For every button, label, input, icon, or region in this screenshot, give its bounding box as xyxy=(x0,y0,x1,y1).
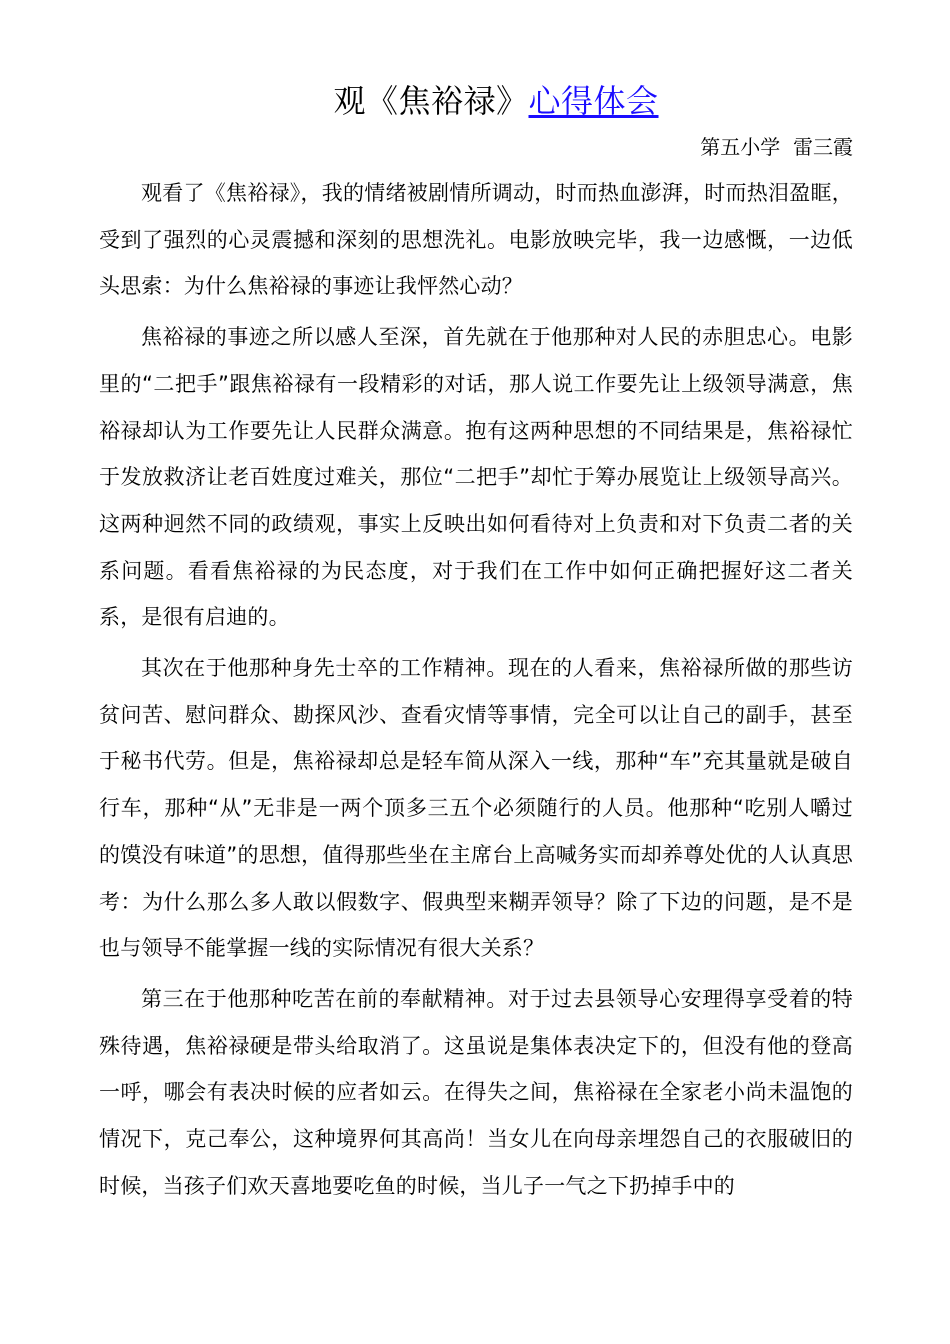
paragraph-1: 观看了《焦裕禄》，我的情绪被剧情所调动，时而热血澎湃，时而热泪盈眶，受到了强烈的心灵震撼和深刻的思想洗礼。电影放映完毕，我一边感慨，一边低头思索：为什么焦裕禄的事迹让我怦然心动？ xyxy=(99,181,853,299)
paragraph-2: 焦裕禄的事迹之所以感人至深，首先就在于他那种对人民的赤胆忠心。电影里的“二把手”跟焦裕禄有一段精彩的对话，那人说工作要先让上级领导满意，焦裕禄却认为工作要先让人民群众满意。抱有这两种思想的不同结果是，焦裕禄忙于发放救济让老百姓度过难关，那位“二把手”却忙于筹办展览让上级领导高兴。这两种迥然不同的政绩观，事实上反映出如何看待对上负责和对下负责二者的关系问题。看看焦裕禄的为民态度，对于我们在工作中如何正确把握好这二者关系，是很有启迪的。 xyxy=(99,325,853,630)
paragraph-3: 其次在于他那种身先士卒的工作精神。现在的人看来，焦裕禄所做的那些访贫问苦、慰问群众、勘探风沙、查看灾情等事情，完全可以让自己的副手，甚至于秘书代劳。但是，焦裕禄却总是轻车简从深入一线，那种“车”充其量就是破自行车，那种“从”无非是一两个顶多三五个必须随行的人员。他那种“吃别人嚼过的馍没有味道”的思想，值得那些坐在主席台上高喊务实而却养尊处优的人认真思考：为什么那么多人敢以假数字、假典型来糊弄领导？除了下边的问题，是不是也与领导不能掌握一线的实际情况有很大关系？ xyxy=(99,656,853,961)
title-link[interactable]: 心得体会 xyxy=(528,82,659,120)
title-main: 观《焦裕禄》 xyxy=(333,82,529,120)
document-title xyxy=(99,74,853,128)
document-body xyxy=(99,74,853,1209)
author-line: 第五小学 雷三霞 xyxy=(700,135,853,159)
paragraph-4: 第三在于他那种吃苦在前的奉献精神。对于过去县领导心安理得享受着的特殊待遇，焦裕禄硬是带头给取消了。这虽说是集体表决定下的，但没有他的登高一呼，哪会有表决时候的应者如云。在得失之间，焦裕禄在全家老小尚未温饱的情况下，克己奉公，这种境界何其高尚！当女儿在向母亲埋怨自己的衣服破旧的时候，当孩子们欢天喜地要吃鱼的时候，当儿子一气之下扔掉手中的 xyxy=(99,986,853,1198)
